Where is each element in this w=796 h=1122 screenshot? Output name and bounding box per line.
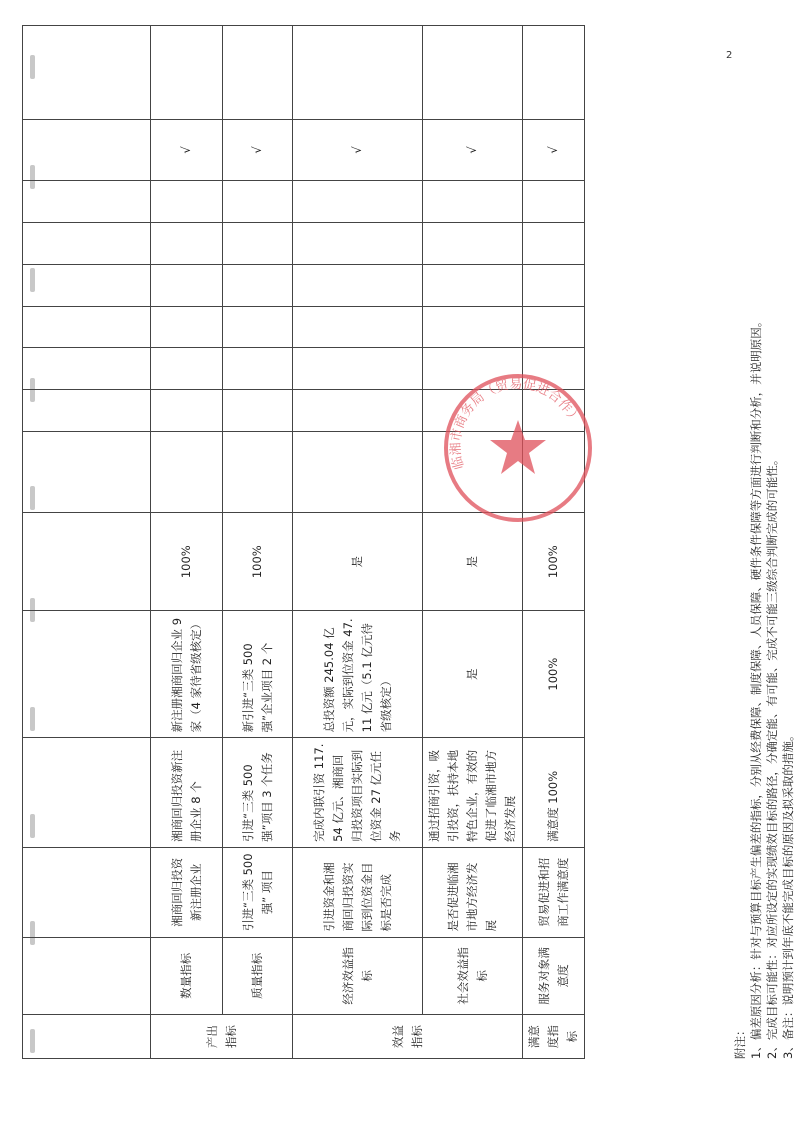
actual-cell: 100%	[523, 610, 585, 737]
empty-cell	[151, 431, 223, 513]
level3-cell: 贸易促进和招商工作满意度	[523, 847, 585, 937]
table-row	[223, 26, 293, 1059]
score-cell: 100%	[223, 513, 293, 611]
empty-cell	[423, 181, 523, 223]
empty-cell	[223, 306, 293, 348]
empty-cell	[423, 264, 523, 306]
level3-cell: 是否促进临湘市地方经济发展	[423, 847, 523, 937]
empty-cell	[523, 223, 585, 265]
score-cell: 100%	[151, 513, 223, 611]
check-cell: √	[223, 119, 293, 181]
target-cell: 满意度 100%	[523, 738, 585, 848]
notes	[732, 59, 796, 1059]
table-row	[23, 26, 151, 1059]
check-cell: √	[151, 119, 223, 181]
empty-cell	[23, 26, 151, 120]
empty-cell	[223, 348, 293, 390]
note-item: 1、偏差原因分析：针对与预算目标产生偏差的指标，分别从经费保障、制度保障、人员保障、硬件条件保障等方面进行判断和分析，并说明原因。	[749, 315, 763, 1059]
level2-cell: 质量指标	[223, 937, 293, 1015]
actual-cell: 总投资额 245.04 亿元，实际到位资金 47.11 亿元（5.1 亿元待省级核定）	[293, 610, 423, 737]
empty-cell	[223, 264, 293, 306]
empty-cell	[223, 431, 293, 513]
notes-heading: 附注：	[733, 1024, 747, 1059]
level1-cell: 满意度指标	[523, 1015, 585, 1059]
empty-cell	[23, 181, 151, 223]
table-row	[523, 26, 585, 1059]
level2-cell: 经济效益指标	[293, 937, 423, 1015]
level1-cell: 产出指标	[151, 1015, 293, 1059]
target-cell	[23, 738, 151, 848]
check-cell: √	[523, 119, 585, 181]
official-seal	[438, 368, 598, 528]
empty-cell	[293, 223, 423, 265]
empty-cell	[523, 181, 585, 223]
empty-cell	[423, 26, 523, 120]
empty-cell	[523, 26, 585, 120]
score-cell	[23, 513, 151, 611]
level1-cell: 效益指标	[293, 1015, 523, 1059]
actual-cell: 是	[423, 610, 523, 737]
empty-cell	[523, 264, 585, 306]
table-row	[293, 26, 423, 1059]
empty-cell	[293, 26, 423, 120]
seal-text: 临湘市商务局（贸易促进合作）	[448, 377, 583, 471]
empty-cell	[293, 390, 423, 432]
target-cell: 湘商回归投资新注册企业 8 个	[151, 738, 223, 848]
level3-cell: 引进“三类 500 强” 项目	[223, 847, 293, 937]
empty-cell	[151, 223, 223, 265]
empty-cell	[293, 348, 423, 390]
check-cell	[23, 119, 151, 181]
level3-cell	[23, 847, 151, 937]
empty-cell	[151, 348, 223, 390]
actual-cell	[23, 610, 151, 737]
empty-cell	[423, 223, 523, 265]
actual-cell: 新注册湘商回归企业 9 家（4 家待省级核定）	[151, 610, 223, 737]
table-row	[151, 26, 223, 1059]
empty-cell	[523, 306, 585, 348]
empty-cell	[23, 431, 151, 513]
empty-cell	[293, 264, 423, 306]
target-cell: 完成内联引资 117.54 亿元、湘商回归投资项目实际到位资金 27 亿元任务	[293, 738, 423, 848]
empty-cell	[223, 390, 293, 432]
level1-cell	[23, 1015, 151, 1059]
empty-cell	[151, 390, 223, 432]
score-cell: 是	[293, 513, 423, 611]
level2-cell: 社会效益指标	[423, 937, 523, 1015]
level2-cell	[23, 937, 151, 1015]
empty-cell	[293, 431, 423, 513]
empty-cell	[23, 348, 151, 390]
note-item: 2、完成目标可能性：对应所设定的实现绩效目标的路径，分确定能、有可能、完成不可能三级综合判断完成的可能性。	[765, 453, 779, 1059]
actual-cell: 新引进“三类 500 强”企业项目 2 个	[223, 610, 293, 737]
level2-cell: 服务对象满意度	[523, 937, 585, 1015]
level3-cell: 引进资金和湘商回归投资实际到位资金目标是否完成	[293, 847, 423, 937]
note-item: 3、备注：说明预计到年底不能完成目标的原因及拟采取的措施。	[781, 729, 795, 1059]
check-cell: √	[423, 119, 523, 181]
empty-cell	[151, 26, 223, 120]
empty-cell	[293, 181, 423, 223]
empty-cell	[23, 390, 151, 432]
empty-cell	[151, 181, 223, 223]
empty-cell	[223, 223, 293, 265]
empty-cell	[23, 306, 151, 348]
empty-cell	[423, 306, 523, 348]
check-cell: √	[293, 119, 423, 181]
empty-cell	[151, 264, 223, 306]
rotated-page-content	[22, 25, 795, 1085]
empty-cell	[23, 264, 151, 306]
level3-cell: 湘商回归投资新注册企业	[151, 847, 223, 937]
level2-cell: 数量指标	[151, 937, 223, 1015]
performance-table	[22, 25, 585, 1059]
target-cell: 引进“三类 500 强”项目 3 个任务	[223, 738, 293, 848]
page-number: 2	[726, 50, 733, 61]
empty-cell	[151, 306, 223, 348]
empty-cell	[223, 26, 293, 120]
score-cell: 是	[423, 513, 523, 611]
score-cell: 100%	[523, 513, 585, 611]
empty-cell	[23, 223, 151, 265]
empty-cell	[293, 306, 423, 348]
table-row	[423, 26, 523, 1059]
target-cell: 通过招商引资，吸引投资，扶持本地特色企业，有效的促进了临湘市地方经济发展	[423, 738, 523, 848]
empty-cell	[223, 181, 293, 223]
